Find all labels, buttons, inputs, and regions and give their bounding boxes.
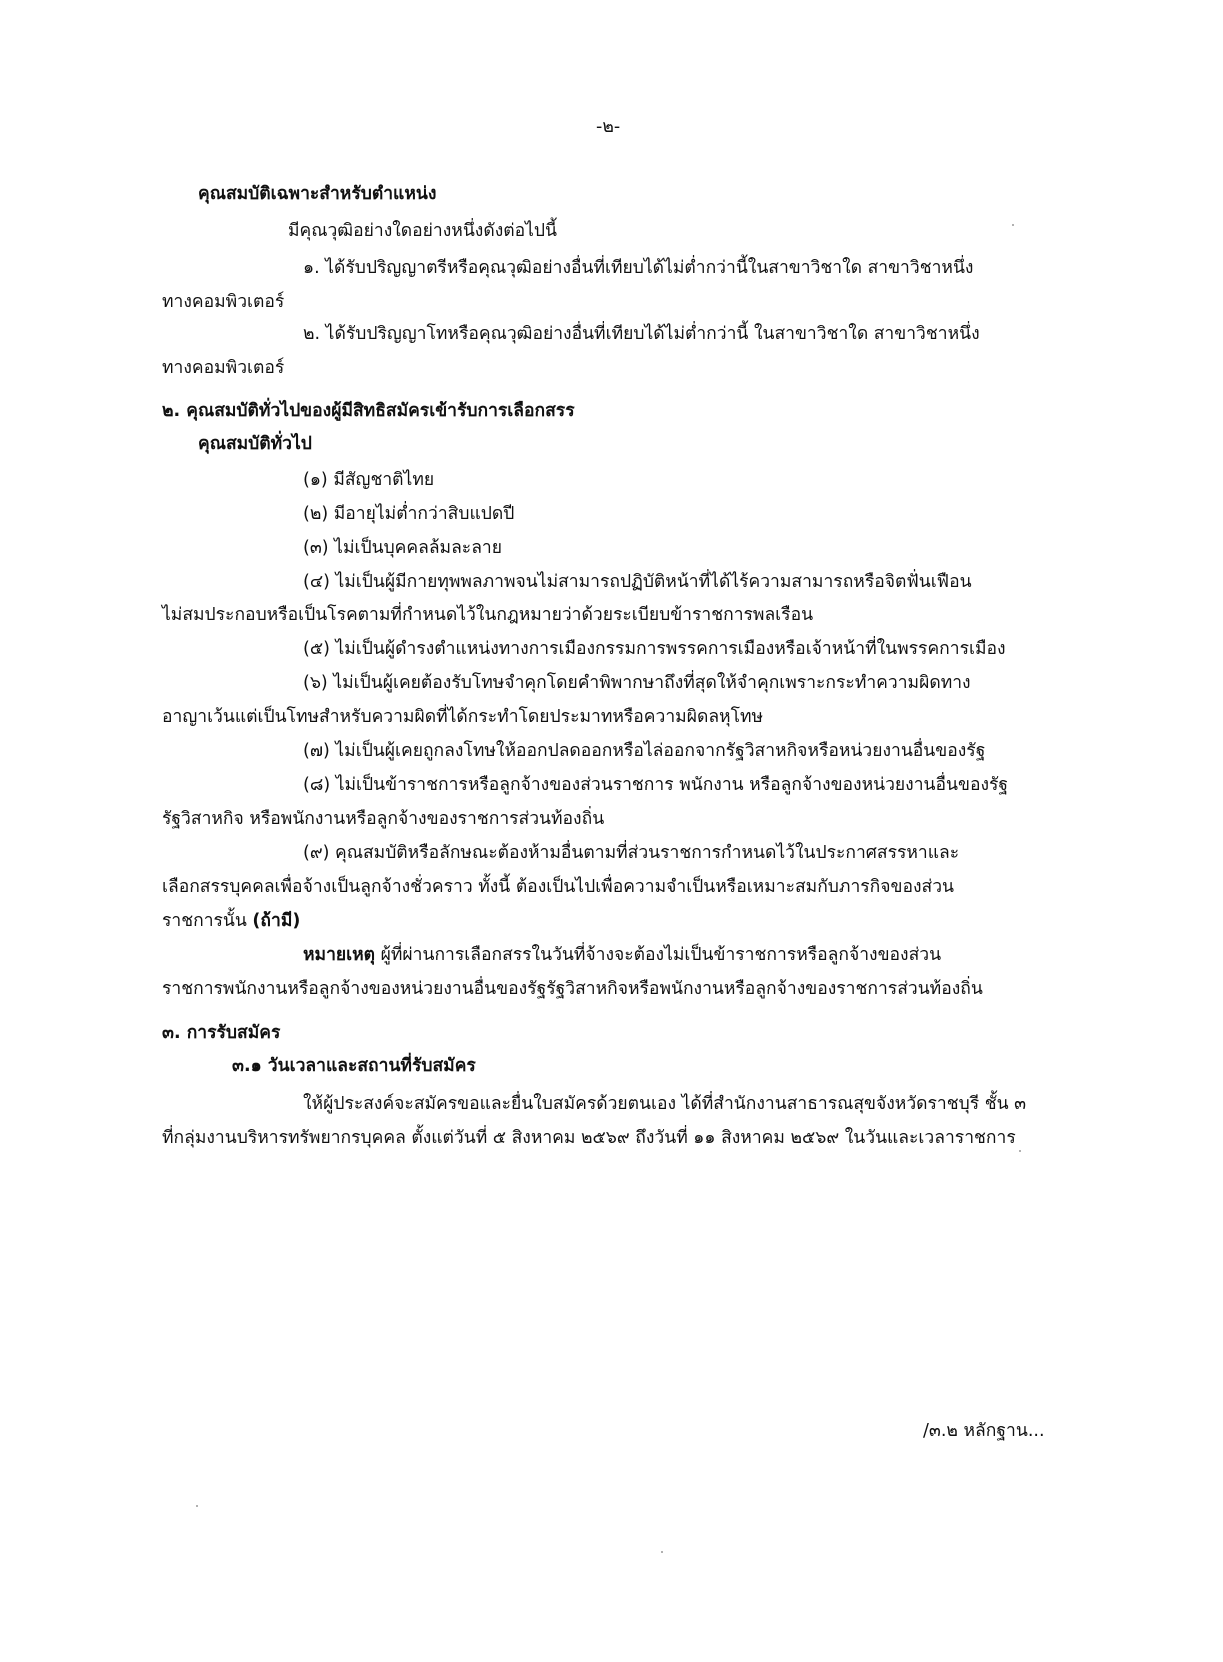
specific-item-1-line-2: ทางคอมพิวเตอร์ [162, 292, 285, 312]
general-qualification-9-line-2: เลือกสรรบุคคลเพื่อจ้างเป็นลูกจ้างชั่วคราว ทั้งนี้ ต้องเป็นไปเพื่อความจำเป็นหรือเหมาะสมกับภารกิจของส่วน [162, 877, 955, 897]
note-line-1-text: ผู้ที่ผ่านการเลือกสรรในวันที่จ้างจะต้องไม่เป็นข้าราชการหรือลูกจ้างของส่วน [375, 945, 942, 965]
specific-item-2-line-2: ทางคอมพิวเตอร์ [162, 358, 285, 378]
general-qualification-1: (๑) มีสัญชาติไทย [303, 470, 435, 490]
specific-item-1-line-1: ๑. ได้รับปริญญาตรีหรือคุณวุฒิอย่างอื่นที่เทียบได้ไม่ต่ำกว่านี้ในสาขาวิชาใด สาขาวิชาหนึ่ง [303, 258, 974, 278]
scan-speck [1019, 1150, 1021, 1152]
general-qualification-4-line-2: ไม่สมประกอบหรือเป็นโรคตามที่กำหนดไว้ในกฎหมายว่าด้วยระเบียบข้าราชการพลเรือน [162, 605, 814, 625]
continuation-footer: /๓.๒ หลักฐาน... [923, 1421, 1045, 1441]
specific-item-2-line-1: ๒. ได้รับปริญญาโทหรือคุณวุฒิอย่างอื่นที่เทียบได้ไม่ต่ำกว่านี้ ในสาขาวิชาใด สาขาวิชาหนึ่ง [303, 324, 980, 344]
general-qualification-8-line-2: รัฐวิสาหกิจ หรือพนักงานหรือลูกจ้างของราชการส่วนท้องถิ่น [162, 809, 605, 829]
if-any-label: (ถ้ามี) [252, 911, 301, 931]
general-qualification-9-line-3-text: ราชการนั้น [162, 911, 253, 931]
section-3-1-paragraph-line-1: ให้ผู้ประสงค์จะสมัครขอและยื่นใบสมัครด้วยตนเอง ได้ที่สำนักงานสาธารณสุขจังหวัดราชบุรี ชั้น ๓ [303, 1094, 1027, 1114]
scan-speck [196, 1505, 198, 1507]
specific-qualifications-intro: มีคุณวุฒิอย่างใดอย่างหนึ่งดังต่อไปนี้ [288, 221, 557, 241]
general-qualification-3: (๓) ไม่เป็นบุคคลล้มละลาย [303, 538, 503, 558]
general-qualification-6-line-1: (๖) ไม่เป็นผู้เคยต้องรับโทษจำคุกโดยคำพิพากษาถึงที่สุดให้จำคุกเพราะกระทำความผิดทาง [303, 673, 971, 693]
general-qualification-7: (๗) ไม่เป็นผู้เคยถูกลงโทษให้ออกปลดออกหรือไล่ออกจากรัฐวิสาหกิจหรือหน่วยงานอื่นของรัฐ [303, 741, 986, 761]
general-qualification-6-line-2: อาญาเว้นแต่เป็นโทษสำหรับความผิดที่ได้กระทำโดยประมาทหรือความผิดลหุโทษ [162, 707, 764, 727]
specific-qualifications-heading: คุณสมบัติเฉพาะสำหรับตำแหน่ง [198, 184, 437, 204]
section-3-heading: ๓. การรับสมัคร [162, 1023, 281, 1043]
general-qualification-2: (๒) มีอายุไม่ต่ำกว่าสิบแปดปี [303, 504, 515, 524]
general-qualification-4-line-1: (๔) ไม่เป็นผู้มีกายทุพพลภาพจนไม่สามารถปฏิบัติหน้าที่ได้ไร้ความสามารถหรือจิตฟั่นเฟือน [303, 572, 972, 592]
note-label: หมายเหตุ [303, 945, 376, 965]
general-qualification-9-line-1: (๙) คุณสมบัติหรือลักษณะต้องห้ามอื่นตามที่ส่วนราชการกำหนดไว้ในประกาศสรรหาและ [303, 843, 960, 863]
scan-speck [1012, 224, 1014, 226]
note-line-1 [303, 942, 941, 968]
general-qualification-5: (๕) ไม่เป็นผู้ดำรงตำแหน่งทางการเมืองกรรมการพรรคการเมืองหรือเจ้าหน้าที่ในพรรคการเมือง [303, 639, 1006, 659]
general-qualification-8-line-1: (๘) ไม่เป็นข้าราชการหรือลูกจ้างของส่วนราชการ พนักงาน หรือลูกจ้างของหน่วยงานอื่นของรัฐ [303, 775, 1009, 795]
note-line-2: ราชการพนักงานหรือลูกจ้างของหน่วยงานอื่นของรัฐรัฐวิสาหกิจหรือพนักงานหรือลูกจ้างของราชการส่วนท้องถิ่น [162, 979, 983, 999]
section-3-1-paragraph-line-2: ที่กลุ่มงานบริหารทรัพยากรบุคคล ตั้งแต่วันที่ ๕ สิงหาคม ๒๕๖๙ ถึงวันที่ ๑๑ สิงหาคม ๒๕๖๙ ในวันและเวลาราชการ [162, 1128, 1016, 1148]
section-3-1-heading: ๓.๑ วันเวลาและสถานที่รับสมัคร [232, 1056, 476, 1076]
section-2-heading: ๒. คุณสมบัติทั่วไปของผู้มีสิทธิสมัครเข้ารับการเลือกสรร [162, 401, 575, 421]
scan-speck [661, 1551, 663, 1553]
general-qualification-9-line-3 [162, 908, 300, 934]
page-number: -๒- [596, 117, 621, 137]
section-2-subheading: คุณสมบัติทั่วไป [198, 434, 312, 454]
